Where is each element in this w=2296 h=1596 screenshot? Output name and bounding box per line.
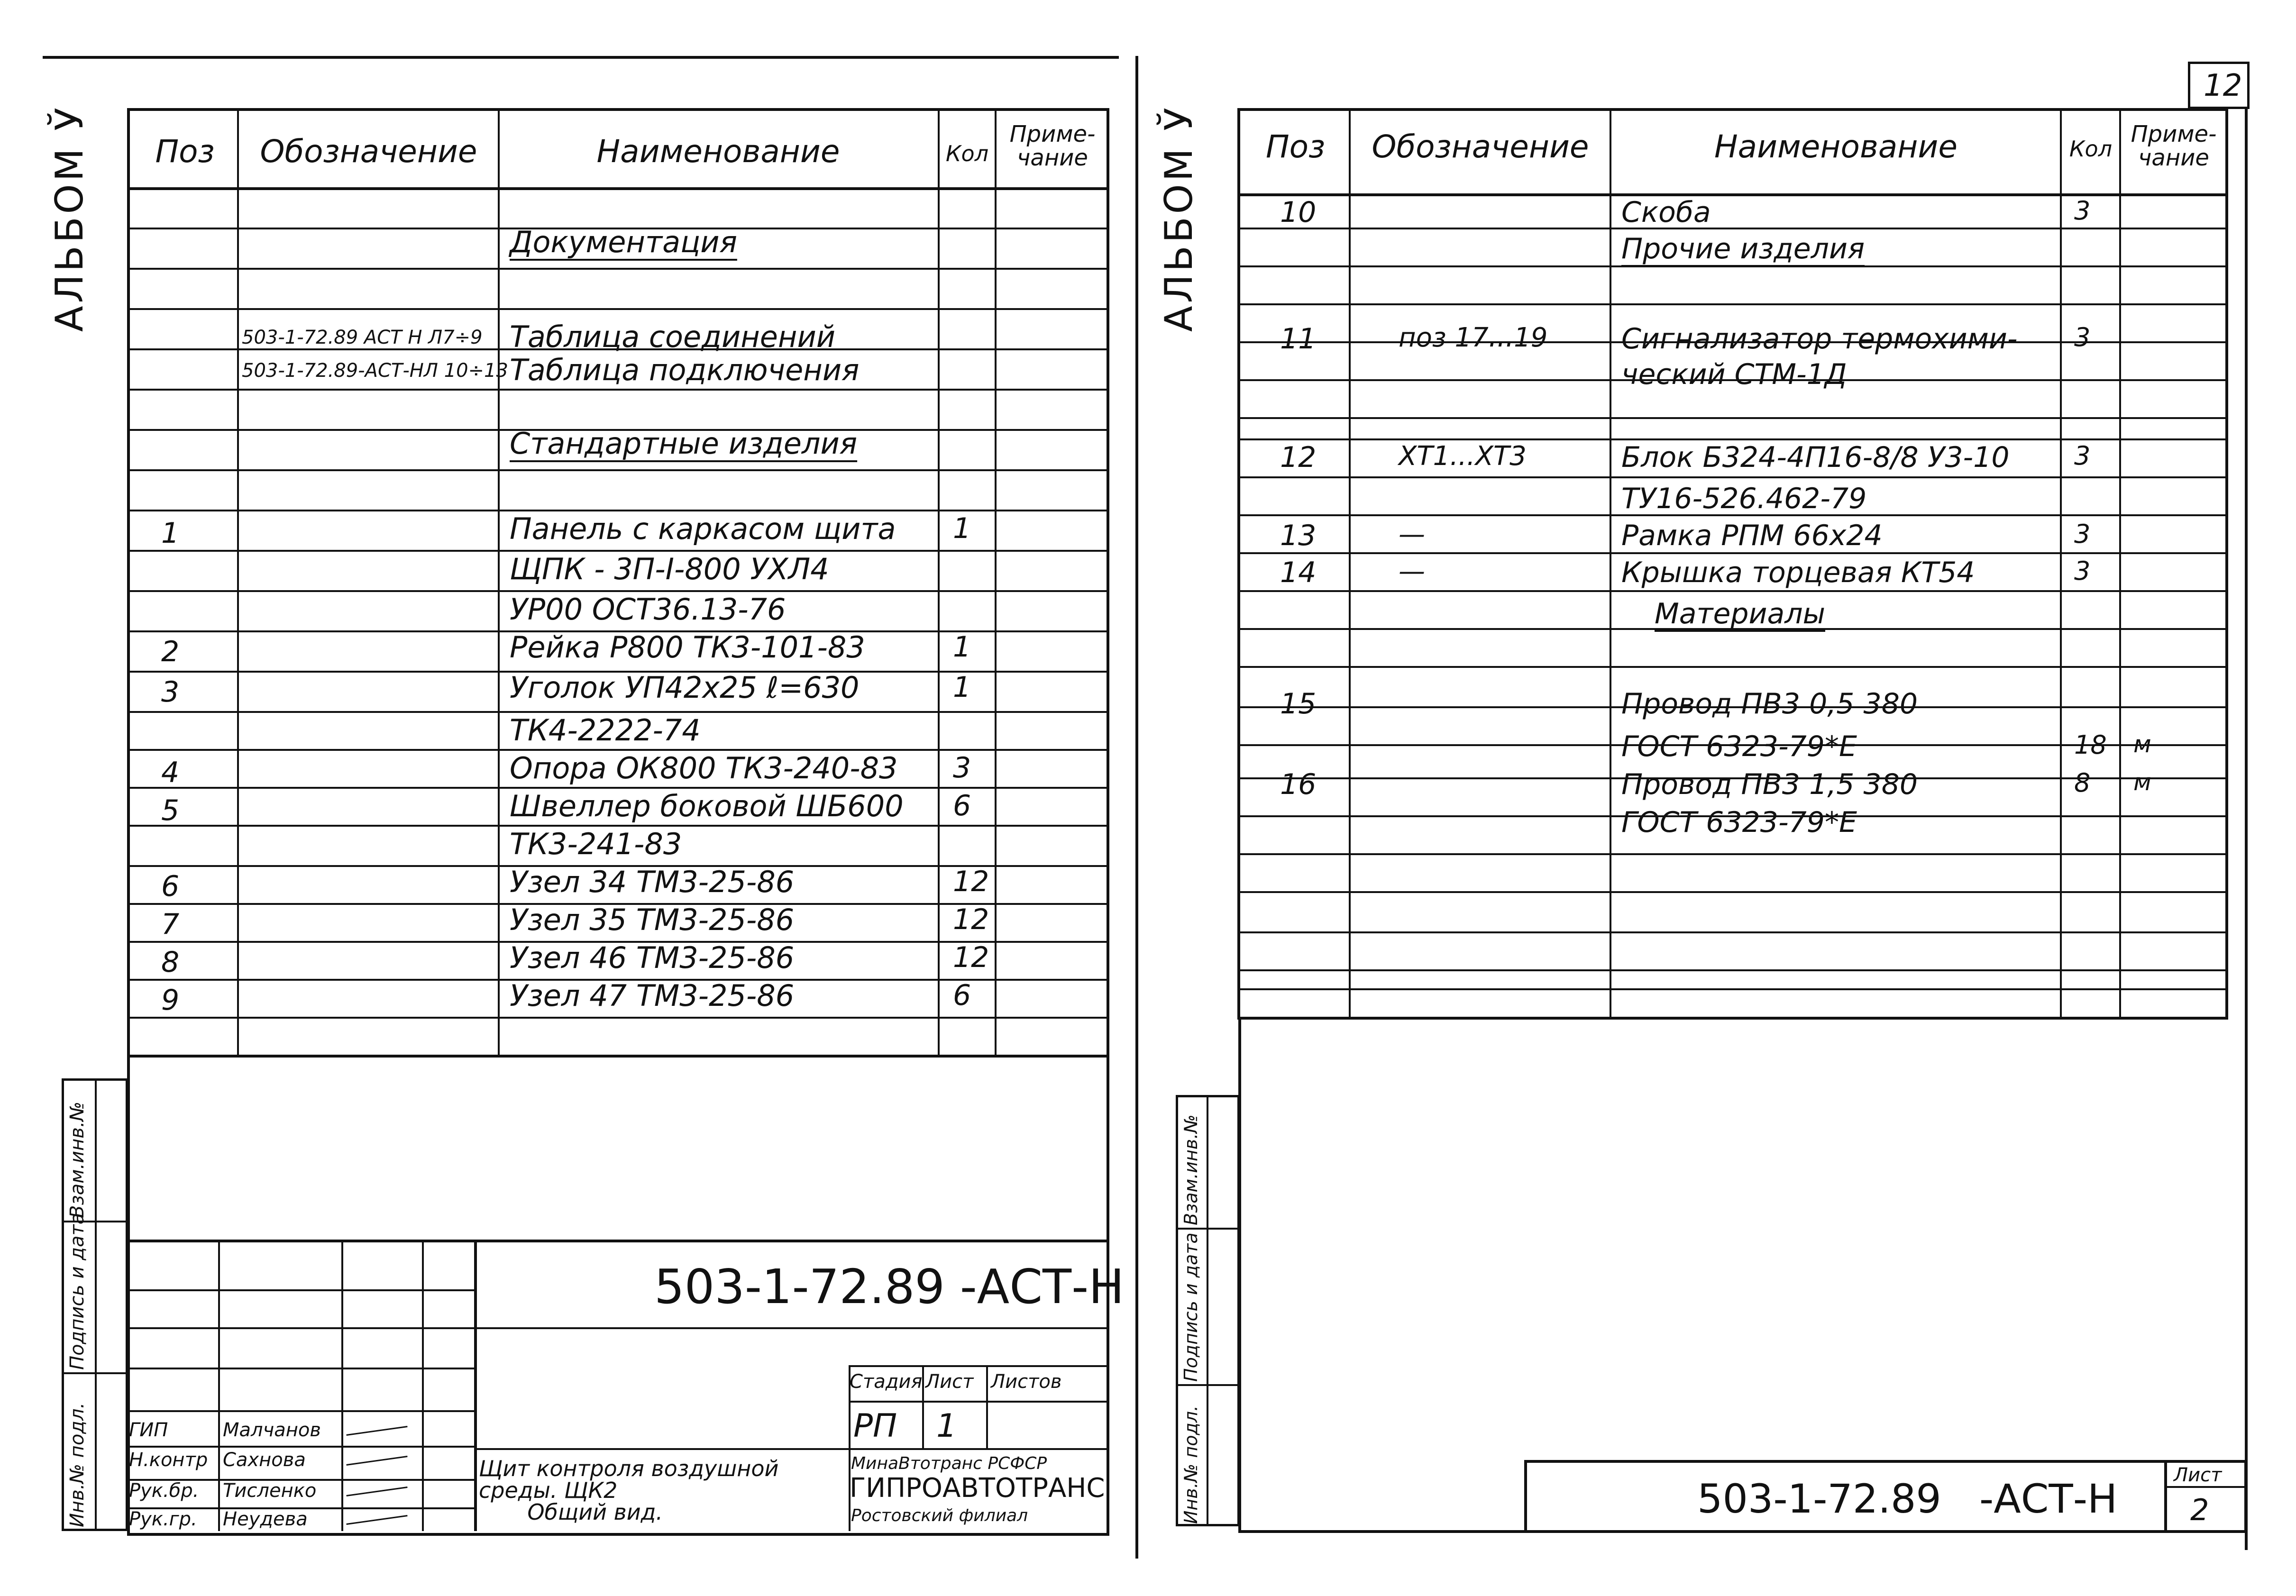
- right-column-divider: [2060, 108, 2062, 1017]
- signer-name: Неудева: [223, 1508, 308, 1530]
- signer-role: Рук.бр.: [129, 1480, 199, 1502]
- right-row-line: [1237, 417, 2228, 419]
- row-qty: 12: [953, 903, 989, 936]
- signer-role: Н.контр: [129, 1449, 208, 1471]
- row-name: Материалы: [1655, 597, 1825, 630]
- right-row-line: [1237, 853, 2228, 855]
- left-row-line: [127, 187, 1109, 190]
- row-name: Таблица соединений: [510, 319, 836, 354]
- row-qty: 3: [2074, 441, 2091, 471]
- left-table-bottom: [127, 1055, 1109, 1058]
- row-name: Провод ПВ3 0,5 380: [1621, 687, 1918, 720]
- row-pos: 15: [1280, 687, 1317, 720]
- left-header-pos: Поз: [155, 133, 215, 170]
- row-name: Уголок УП42х25 ℓ=630: [510, 670, 860, 705]
- row-pos: 16: [1280, 768, 1317, 801]
- left-column-divider: [995, 108, 997, 1055]
- left-column-divider: [498, 108, 500, 1055]
- right-stamp-divider: [2164, 1460, 2167, 1531]
- right-column-divider: [2119, 108, 2121, 1017]
- stage-value: РП: [853, 1407, 897, 1445]
- row-name: Блок Б324-4П16-8/8 У3-10: [1621, 441, 2010, 474]
- right-header-note: Приме- чание: [2131, 121, 2217, 172]
- row-pos: 13: [1280, 519, 1317, 552]
- row-designation: поз 17...19: [1399, 322, 1548, 353]
- row-name: Прочие изделия: [1621, 232, 1865, 265]
- row-qty: 1: [953, 512, 971, 545]
- right-side-label-replace: Взам.инв.№: [1180, 1114, 1201, 1225]
- stamp-row-line: [474, 1448, 1109, 1450]
- left-row-line: [127, 268, 1109, 270]
- drawing-title: Щит контроля воздушной среды. ЩК2 Общий вид.: [479, 1456, 779, 1525]
- left-row-line: [127, 469, 1109, 471]
- right-doc-code: 503-1-72.89 -АСТ-Н: [1697, 1476, 2118, 1522]
- right-row-line: [1237, 891, 2228, 893]
- row-designation: —: [1399, 556, 1425, 587]
- row-name: Скоба: [1621, 196, 1711, 229]
- stamp-row-line: [474, 1327, 1109, 1329]
- sheet-value: 1: [936, 1407, 957, 1445]
- center-divider: [1135, 56, 1138, 1559]
- left-side-strip-divider: [95, 1078, 97, 1531]
- stamp-row-line: [849, 1365, 1109, 1367]
- row-qty: 3: [2074, 556, 2091, 586]
- row-note: м: [2133, 730, 2151, 758]
- stamp-col-line: [341, 1240, 343, 1531]
- row-pos: 3: [161, 675, 180, 709]
- right-row-line: [1237, 438, 2228, 440]
- row-name: Рамка РПМ 66х24: [1621, 519, 1883, 552]
- left-row-line: [127, 389, 1109, 391]
- stage-label: Стадия: [850, 1371, 923, 1393]
- left-column-divider: [938, 108, 940, 1055]
- right-column-divider: [1349, 108, 1351, 1017]
- row-designation: 503-1-72.89-АСТ-НЛ 10÷13: [242, 360, 508, 382]
- row-qty: 3: [953, 751, 971, 784]
- right-header-designation: Обозначение: [1372, 128, 1589, 165]
- row-pos: 9: [161, 984, 180, 1017]
- row-name: Узел 35 ТМ3-25-86: [510, 903, 795, 937]
- row-name: Таблица подключения: [510, 353, 860, 387]
- right-side-label-inventory: Инв.№ подл.: [1180, 1405, 1201, 1524]
- left-side-strip-sep: [62, 1372, 128, 1374]
- row-name: Узел 46 ТМ3-25-86: [510, 940, 795, 975]
- right-header-qty: Кол: [2069, 136, 2113, 162]
- row-designation: ХТ1...ХТ3: [1399, 441, 1527, 472]
- row-qty: 12: [953, 865, 989, 898]
- sheets-label: Листов: [991, 1371, 1062, 1393]
- right-row-line: [1237, 666, 2228, 668]
- row-qty: 6: [953, 789, 971, 822]
- right-row-line: [1237, 228, 2228, 229]
- right-row-line: [1237, 590, 2228, 592]
- stamp-col-line: [422, 1240, 424, 1531]
- org-ministry: МинаВтотранс РСФСР: [851, 1454, 1047, 1473]
- right-sheet-label: Лист: [2174, 1464, 2222, 1486]
- row-name: ческий СТМ-1Д: [1621, 358, 1847, 391]
- left-row-line: [127, 308, 1109, 310]
- row-pos: 2: [161, 635, 180, 668]
- row-name: Рейка Р800 ТК3-101-83: [510, 630, 865, 665]
- left-doc-code: 503-1-72.89 -АСТ-Н: [654, 1259, 1125, 1314]
- row-pos: 7: [161, 908, 180, 941]
- signer-role: Рук.гр.: [129, 1508, 197, 1530]
- left-header-qty: Кол: [945, 141, 989, 166]
- right-row-line: [1237, 303, 2228, 305]
- right-row-line: [1237, 988, 2228, 990]
- page-number: 12: [2204, 68, 2242, 103]
- right-stamp-sep: [2164, 1486, 2247, 1488]
- org-branch: Ростовский филиал: [851, 1506, 1028, 1525]
- left-side-label-replace: Взам.инв.№: [66, 1101, 88, 1218]
- row-pos: 8: [161, 946, 180, 979]
- sheet-label: Лист: [925, 1371, 974, 1393]
- row-name: Стандартные изделия: [510, 426, 858, 461]
- row-name: ЩПК - 3П-I-800 УХЛ4: [510, 552, 829, 586]
- right-side-strip-divider: [1207, 1095, 1208, 1526]
- row-qty: 3: [2074, 519, 2091, 549]
- right-header-pos: Поз: [1265, 128, 1326, 165]
- left-column-divider: [237, 108, 239, 1055]
- row-name: Документация: [510, 225, 737, 259]
- stamp-col-line: [986, 1365, 988, 1448]
- row-name: Опора ОК800 ТК3-240-83: [510, 751, 898, 785]
- right-side-strip-sep: [1176, 1228, 1240, 1230]
- row-name: ТУ16-526.462-79: [1621, 482, 1867, 515]
- stamp-col-line: [218, 1240, 220, 1531]
- row-qty: 8: [2074, 768, 2091, 798]
- row-designation: 503-1-72.89 АСТ Н Л7÷9: [242, 327, 483, 348]
- left-header-name: Наименование: [596, 133, 840, 170]
- right-frame-left-edge: [1238, 1018, 1241, 1532]
- row-note: м: [2133, 768, 2151, 796]
- right-row-line: [1237, 931, 2228, 933]
- row-name: Швеллер боковой ШБ600: [510, 789, 904, 823]
- page-number-box: [2188, 62, 2250, 109]
- row-pos: 10: [1280, 196, 1317, 229]
- signer-name: Тисленко: [223, 1480, 317, 1502]
- right-row-line: [1237, 476, 2228, 478]
- left-side-label-signature: Подпись и дата: [66, 1213, 88, 1370]
- row-qty: 1: [953, 671, 971, 704]
- row-name: Узел 47 ТМ3-25-86: [510, 978, 795, 1013]
- signer-role: ГИП: [129, 1419, 168, 1441]
- top-rule: [43, 56, 1119, 59]
- right-album-label: АЛЬБОМ Ў: [1157, 105, 1201, 332]
- stamp-divider: [474, 1240, 477, 1531]
- left-side-label-inventory: Инв.№ подл.: [66, 1402, 88, 1527]
- row-qty: 3: [2074, 322, 2091, 352]
- right-side-label-signature: Подпись и дата: [1180, 1232, 1201, 1382]
- row-name: Узел 34 ТМ3-25-86: [510, 865, 795, 899]
- row-name: Сигнализатор термохими-: [1621, 322, 2018, 356]
- left-header-designation: Обозначение: [260, 133, 477, 170]
- row-pos: 1: [161, 517, 180, 550]
- right-row-line: [1237, 265, 2228, 267]
- row-pos: 5: [161, 794, 180, 827]
- row-name: ТК4-2222-74: [510, 713, 701, 748]
- row-name: УР00 ОСТ36.13-76: [510, 592, 786, 627]
- row-pos: 11: [1280, 322, 1317, 356]
- row-name: Провод ПВ3 1,5 380: [1621, 768, 1918, 801]
- row-name: ГОСТ 6323-79*Е: [1621, 806, 1857, 839]
- left-row-line: [127, 1017, 1109, 1019]
- org-name: ГИПРОАВТОТРАНС: [850, 1473, 1105, 1504]
- right-table-bottom: [1237, 1017, 2228, 1020]
- left-album-label: АЛЬБОМ Ў: [47, 105, 91, 332]
- signer-name: Сахнова: [223, 1449, 306, 1471]
- row-designation: —: [1399, 519, 1425, 550]
- row-qty: 18: [2074, 730, 2107, 760]
- row-pos: 12: [1280, 441, 1317, 474]
- row-name: ТК3-241-83: [510, 827, 682, 861]
- left-header-note: Приме- чание: [1009, 121, 1096, 172]
- signer-name: Малчанов: [223, 1419, 321, 1441]
- row-qty: 1: [953, 630, 971, 664]
- right-row-line: [1237, 552, 2228, 554]
- row-qty: 12: [953, 941, 989, 974]
- row-name: ГОСТ 6323-79*Е: [1621, 730, 1857, 763]
- row-pos: 4: [161, 756, 180, 789]
- row-name: Крышка торцевая КТ54: [1621, 556, 1975, 589]
- stamp-col-line: [922, 1365, 924, 1448]
- row-pos: 6: [161, 870, 180, 903]
- right-header-name: Наименование: [1714, 128, 1958, 165]
- row-pos: 14: [1280, 556, 1317, 589]
- right-sheet-value: 2: [2190, 1493, 2209, 1527]
- row-name: Панель с каркасом щита: [510, 511, 896, 546]
- stamp-row-line: [849, 1401, 1109, 1403]
- row-qty: 3: [2074, 196, 2091, 226]
- right-column-divider: [1610, 108, 1611, 1017]
- right-frame-edge: [2245, 109, 2248, 1550]
- right-row-line: [1237, 969, 2228, 971]
- right-side-strip-sep: [1176, 1384, 1240, 1386]
- row-qty: 6: [953, 979, 971, 1012]
